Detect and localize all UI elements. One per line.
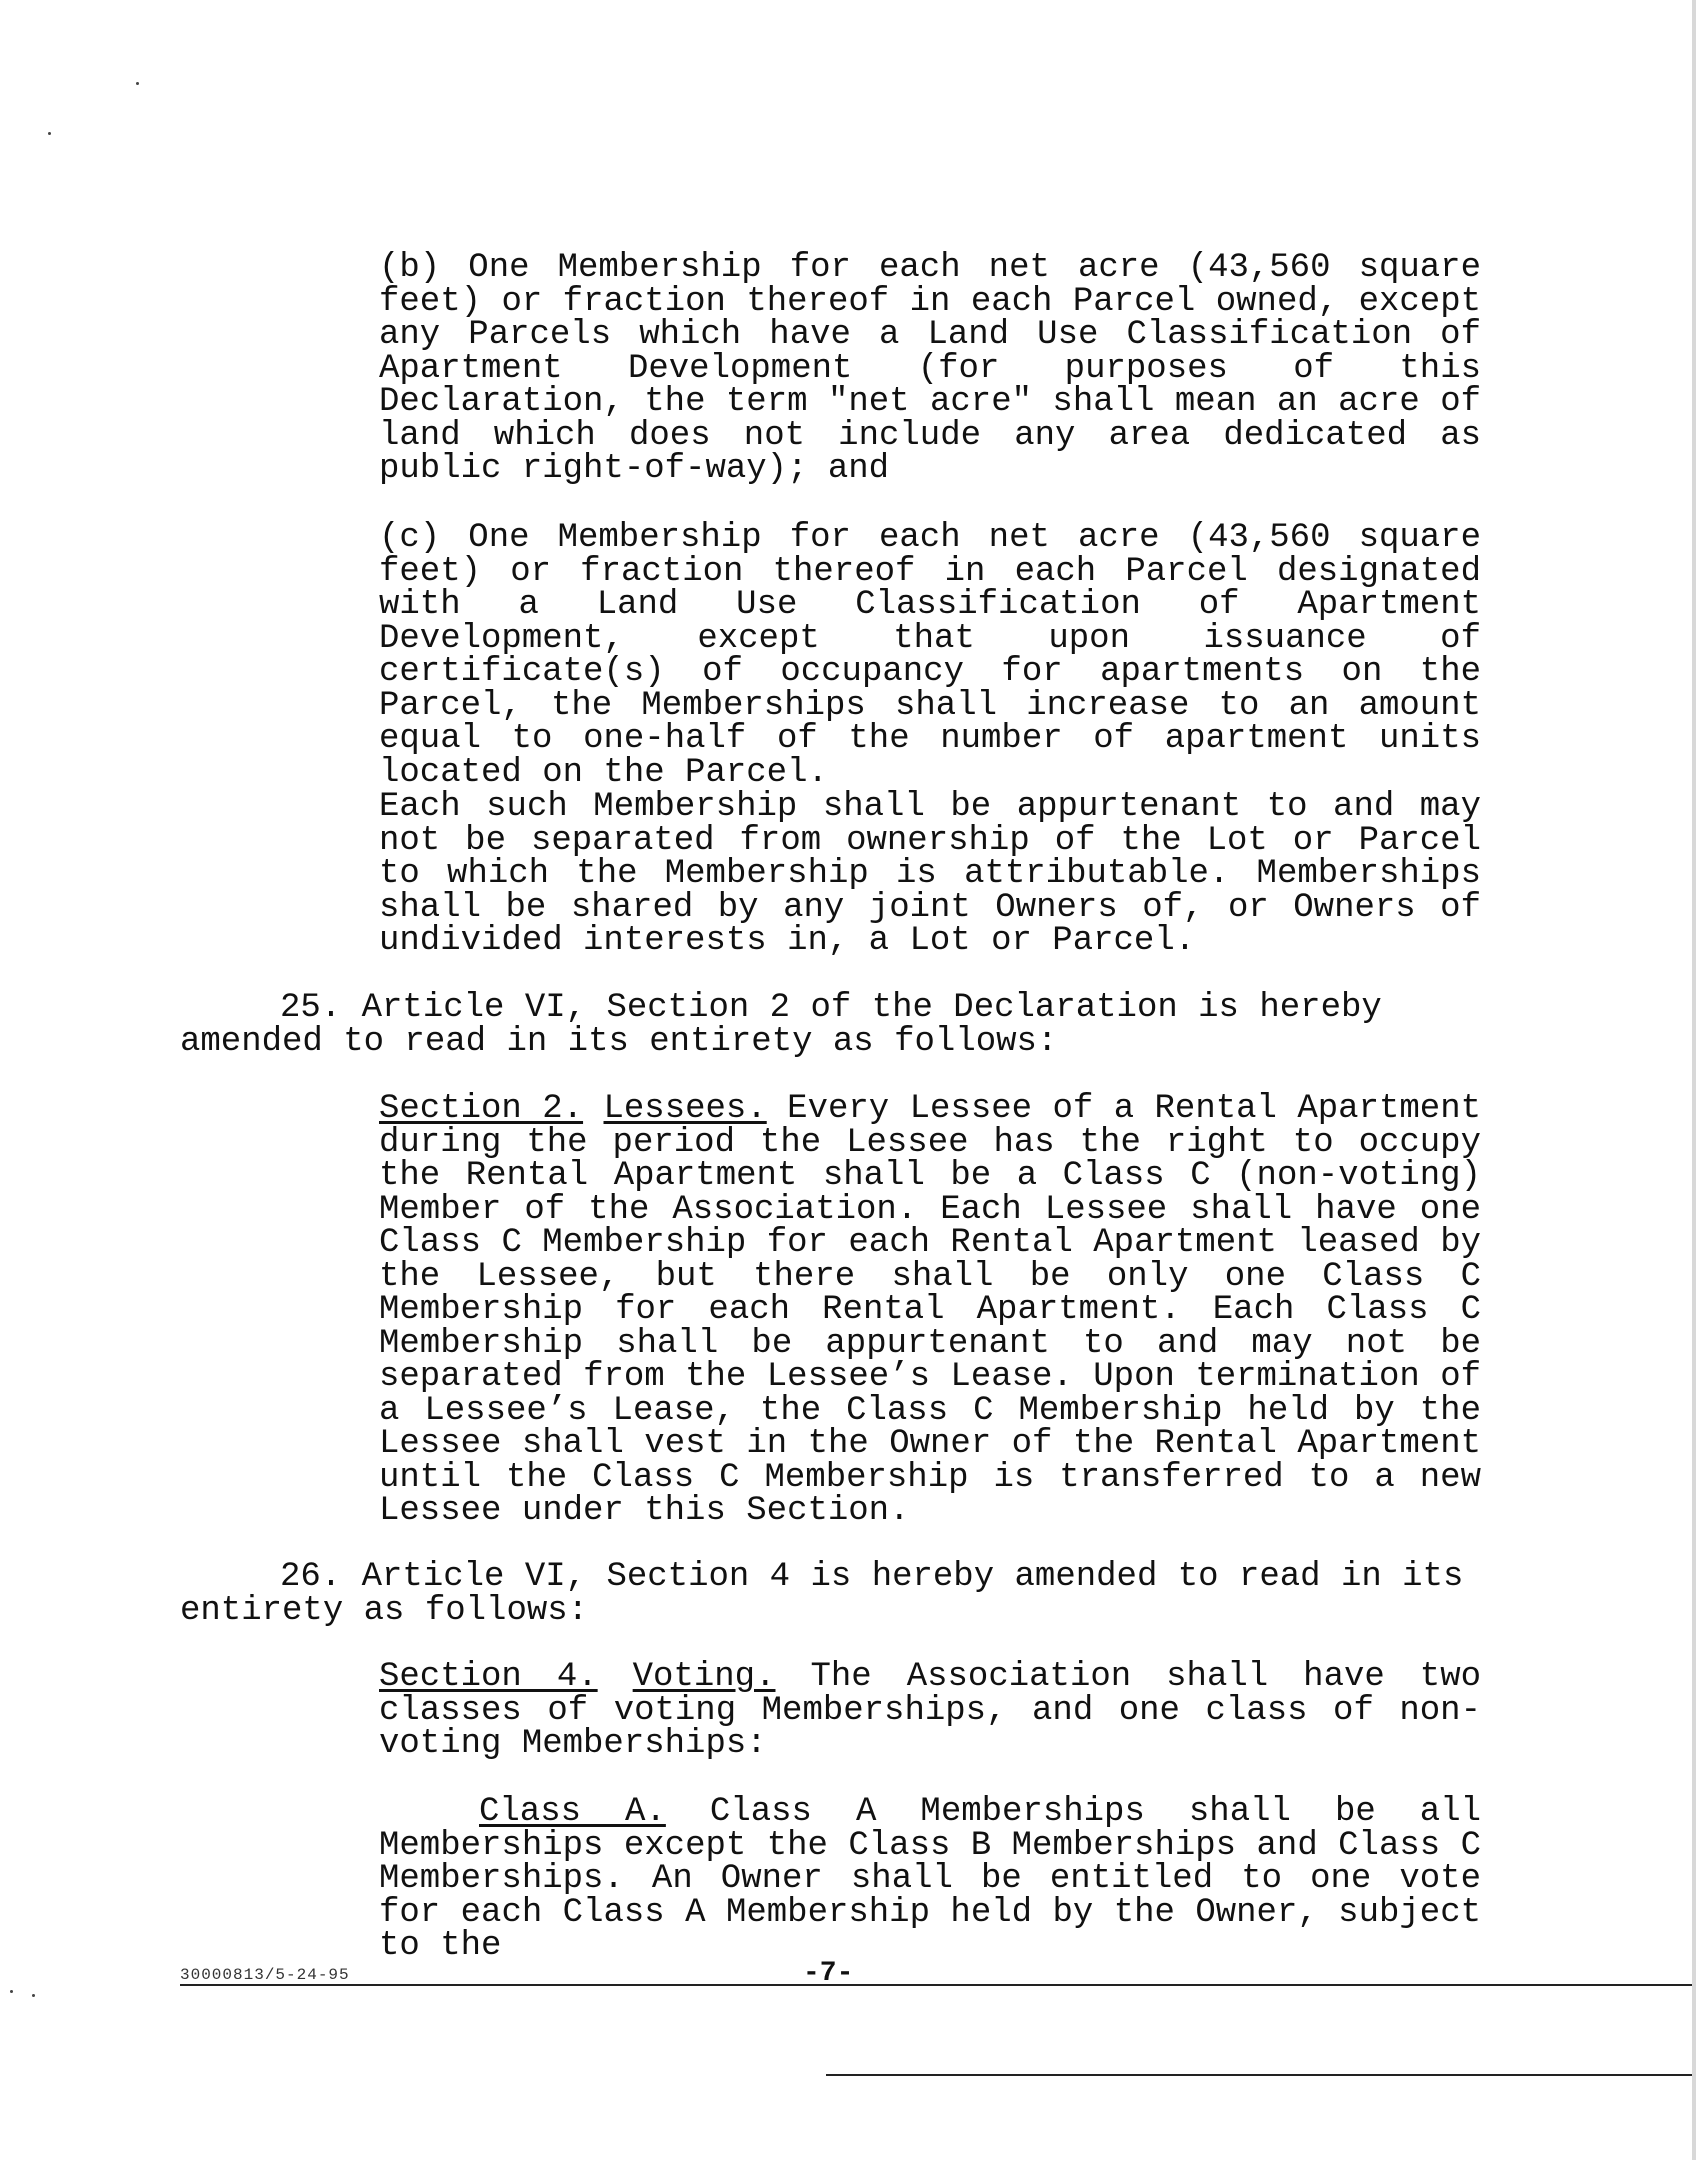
item-25-first-line: 25. Article VI, Section 2 of the Declaration is hereby [280,989,1382,1027]
section-2-title: Lessees. [603,1090,767,1128]
section-4-title: Voting. [632,1658,776,1696]
section-2-lessees [379,1090,1482,1530]
section-2-label: Section 2. [379,1090,584,1128]
footer-rule [180,1984,1696,1986]
paragraph-c: (c) One Membership for each net acre (43,560 square feet) or fraction thereof in each Parcel designated with a Land Use Classification of Apartment Development, except that upon issuance of certificate(s) of occupancy for apartments on the Parcel, the Memberships shall increase to an amount equal to one-half of the number of apartment units located on the Parcel. [379,519,1481,792]
item-26-first-line: 26. Article VI, Section 4 is hereby amended to read in its [280,1558,1464,1596]
item-26 [180,1558,1481,1630]
scan-speck [136,82,139,85]
item-26-rest: entirety as follows: [180,1591,589,1630]
page-number: -7- [803,1958,854,1989]
scan-speck [10,1990,13,1993]
scan-speck [48,132,51,135]
paragraph-b: (b) One Membership for each net acre (43,560 square feet) or fraction thereof in each Parcel owned, except any Parcels which have a Land Use Classification of Apartment Development (for purposes of this Declaration, the term "net acre" shall mean an acre of land which does not include any area dedicated as public right-of-way); and [379,249,1481,488]
section-2-body: Every Lessee of a Rental Apartment during the period the Lessee has the right to occupy the Rental Apartment shall be a Class C (non-voting) Member of the Association. Each Lessee shall have one Class C Membership for each Rental Apartment leased by the Lessee, but there shall be only one Class C Membership for each Rental Apartment. Each Class C Membership shall be appurtenant to and may not be separated from the Lessee’s Lease. Upon termination of a Lessee’s Lease, the Class C Membership held by the Lessee shall vest in the Owner of the Rental Apartment until the Class C Membership is transferred to a new Lessee under this Section. [379,1090,1482,1530]
footer-document-code: 30000813/5-24-95 [180,1966,350,1984]
scan-speck [32,1994,35,1997]
section-4-voting [379,1658,1482,1763]
item-25 [180,989,1481,1061]
scan-edge [1692,0,1696,2160]
paragraph-each-membership: Each such Membership shall be appurtenant to and may not be separated from ownership of the Lot or Parcel to which the Membership is attributable. Memberships shall be shared by any joint Owners of, or Owners of undivided interests in, a Lot or Parcel. [379,788,1481,960]
item-25-rest: amended to read in its entirety as follows: [180,1022,1058,1061]
section-4-label: Section 4. [379,1658,598,1696]
class-a-label: Class A. [479,1793,666,1831]
class-a-body: Class A Memberships shall be all Memberships except the Class B Memberships and Class C Memberships. An Owner shall be entitled to one vote for each Class A Membership held by the Owner, subject to the [379,1793,1482,1965]
class-a-paragraph [379,1793,1482,1965]
section-4-body: The Association shall have two classes of voting Memberships, and one class of non-voting Memberships: [379,1658,1482,1763]
footer-rule-lower [826,2074,1696,2076]
